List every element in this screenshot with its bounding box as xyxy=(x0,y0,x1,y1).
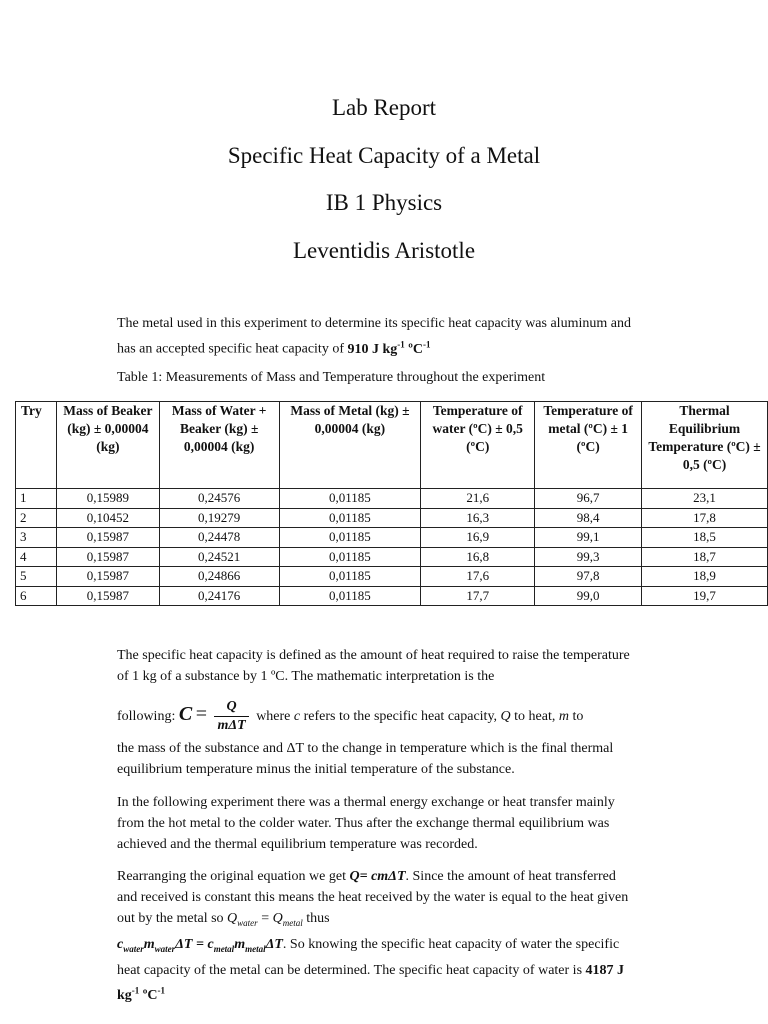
formula-denominator: mΔT xyxy=(217,718,246,734)
q-metal: $Q_{metal}$ xyxy=(272,911,303,928)
experiment-paragraph: In the following experiment there was a thermal energy exchange or heat transfer mainly from the hot metal to the colder water. Thus after the exchange thermal equilibrium was achieved and the thermal equilibrium temperature was recorded. xyxy=(117,795,615,852)
rearrange-text: . So knowing the specific heat capacity of water the specific heat capacity of the metal can be determined. The specific heat capacity of water is xyxy=(117,936,620,978)
cell-mass-beaker: 0,10452 xyxy=(56,508,159,528)
table-row xyxy=(16,528,768,548)
header-try: Try xyxy=(16,402,57,489)
cell-temp-water: 16,3 xyxy=(421,508,535,528)
cell-mass-water-beaker: 0,24576 xyxy=(159,489,279,509)
author-name: Leventidis Aristotle xyxy=(292,237,476,263)
intro-text: The metal used in this experiment to determine its specific heat capacity was aluminum and has an accepted specific heat capacity of xyxy=(117,316,631,357)
formula-text: refers to the specific heat capacity, xyxy=(300,709,501,724)
table-row xyxy=(16,567,768,587)
table-row xyxy=(16,547,768,567)
cell-mass-water-beaker: 0,24521 xyxy=(159,547,279,567)
title-block xyxy=(0,88,768,278)
var-c: c xyxy=(293,709,301,724)
cell-temp-water: 16,8 xyxy=(421,547,535,567)
report-subtitle: Specific Heat Capacity of a Metal xyxy=(227,142,541,168)
rearrange-text: thus xyxy=(302,911,330,926)
definition-paragraph xyxy=(117,645,637,687)
table-header-row xyxy=(16,402,768,489)
equals-text: = xyxy=(257,911,273,926)
var-q: Q xyxy=(500,709,511,724)
cell-try: 1 xyxy=(16,489,57,509)
cell-mass-metal: 0,01185 xyxy=(279,508,421,528)
cell-mass-metal: 0,01185 xyxy=(279,528,421,548)
header-mass-beaker: Mass of Beaker (kg) ± 0,00004 (kg) xyxy=(56,402,159,489)
cell-mass-metal: 0,01185 xyxy=(279,489,421,509)
report-title: Lab Report xyxy=(331,95,437,120)
header-temp-water: Temperature of water (ºC) ± 0,5 (ºC) xyxy=(421,402,535,489)
equation-q-cmdt: Q= cmΔT xyxy=(349,869,406,884)
cell-try: 5 xyxy=(16,567,57,587)
formula-text: to heat, xyxy=(510,709,559,724)
formula-line xyxy=(117,692,637,739)
following-label: following: xyxy=(117,709,176,724)
header-mass-water-beaker: Mass of Water + Beaker (kg) ± 0,00004 (kg) xyxy=(159,402,279,489)
formula-equals: = xyxy=(195,703,207,725)
cell-try: 3 xyxy=(16,528,57,548)
cell-equilibrium-temp: 18,9 xyxy=(642,567,768,587)
table-row xyxy=(16,489,768,509)
cell-temp-metal: 97,8 xyxy=(535,567,642,587)
cell-temp-metal: 96,7 xyxy=(535,489,642,509)
formula-text: where xyxy=(256,709,294,724)
definition-continued: the mass of the substance and ΔT to the change in temperature which is the final thermal equilibrium temperature minus the initial temperature of the substance. xyxy=(117,741,614,777)
formula-fraction xyxy=(214,698,248,735)
intro-value: 910 J $kg^{-1}$ ºC$^{-1}$ xyxy=(347,339,431,357)
cell-mass-beaker: 0,15987 xyxy=(56,528,159,548)
intro-paragraph xyxy=(117,313,637,360)
heat-balance-equation: $c_{water}m_{water}\Delta T = c_{metal}m_{metal}\Delta T$ xyxy=(117,936,283,954)
cell-try: 2 xyxy=(16,508,57,528)
measurements-table xyxy=(15,401,768,606)
cell-mass-metal: 0,01185 xyxy=(279,586,421,606)
cell-temp-metal: 99,0 xyxy=(535,586,642,606)
table-caption: Table 1: Measurements of Mass and Temperature throughout the experiment xyxy=(117,370,546,385)
cell-temp-metal: 99,3 xyxy=(535,547,642,567)
cell-temp-metal: 99,1 xyxy=(535,528,642,548)
water-heat-capacity-value: 4187 J $kg^{-1}$ ºC$^{-1}$ xyxy=(117,962,625,1004)
cell-mass-beaker: 0,15989 xyxy=(56,489,159,509)
cell-mass-water-beaker: 0,24478 xyxy=(159,528,279,548)
cell-mass-metal: 0,01185 xyxy=(279,567,421,587)
cell-temp-water: 21,6 xyxy=(421,489,535,509)
course-name: IB 1 Physics xyxy=(325,190,443,215)
table-row xyxy=(16,508,768,528)
q-water: $Q_{water}$ xyxy=(227,911,258,928)
rearrange-paragraph xyxy=(117,866,637,1006)
cell-mass-beaker: 0,15987 xyxy=(56,567,159,587)
header-mass-metal: Mass of Metal (kg) ± 0,00004 (kg) xyxy=(279,402,421,489)
cell-temp-water: 16,9 xyxy=(421,528,535,548)
cell-equilibrium-temp: 18,7 xyxy=(642,547,768,567)
cell-try: 6 xyxy=(16,586,57,606)
formula-numerator: Q xyxy=(214,698,248,717)
formula-text: to xyxy=(569,709,584,724)
cell-temp-water: 17,6 xyxy=(421,567,535,587)
cell-temp-metal: 98,4 xyxy=(535,508,642,528)
cell-mass-water-beaker: 0,19279 xyxy=(159,508,279,528)
var-m: m xyxy=(558,709,570,724)
cell-temp-water: 17,7 xyxy=(421,586,535,606)
cell-mass-water-beaker: 0,24176 xyxy=(159,586,279,606)
rearrange-text: Rearranging the original equation we get xyxy=(117,869,350,884)
header-temp-metal: Temperature of metal (ºC) ± 1 (ºC) xyxy=(535,402,642,489)
cell-equilibrium-temp: 19,7 xyxy=(642,586,768,606)
table-row xyxy=(16,586,768,606)
cell-equilibrium-temp: 23,1 xyxy=(642,489,768,509)
cell-mass-beaker: 0,15987 xyxy=(56,547,159,567)
header-equilibrium-temp: Thermal Equilibrium Temperature (ºC) ± 0,5 (ºC) xyxy=(642,402,768,489)
definition-text: The specific heat capacity is defined as the amount of heat required to raise the temperature of 1 kg of a substance by 1 ºC. The mathematic interpretation is the xyxy=(117,648,630,684)
rearrange-text: . Since the amount of heat transferred and received is constant this means the heat received by the water is equal to the heat given out by the metal so xyxy=(117,869,629,926)
cell-mass-water-beaker: 0,24866 xyxy=(159,567,279,587)
cell-mass-metal: 0,01185 xyxy=(279,547,421,567)
cell-equilibrium-temp: 18,5 xyxy=(642,528,768,548)
cell-try: 4 xyxy=(16,547,57,567)
cell-mass-beaker: 0,15987 xyxy=(56,586,159,606)
cell-equilibrium-temp: 17,8 xyxy=(642,508,768,528)
formula-c: C xyxy=(178,703,193,725)
